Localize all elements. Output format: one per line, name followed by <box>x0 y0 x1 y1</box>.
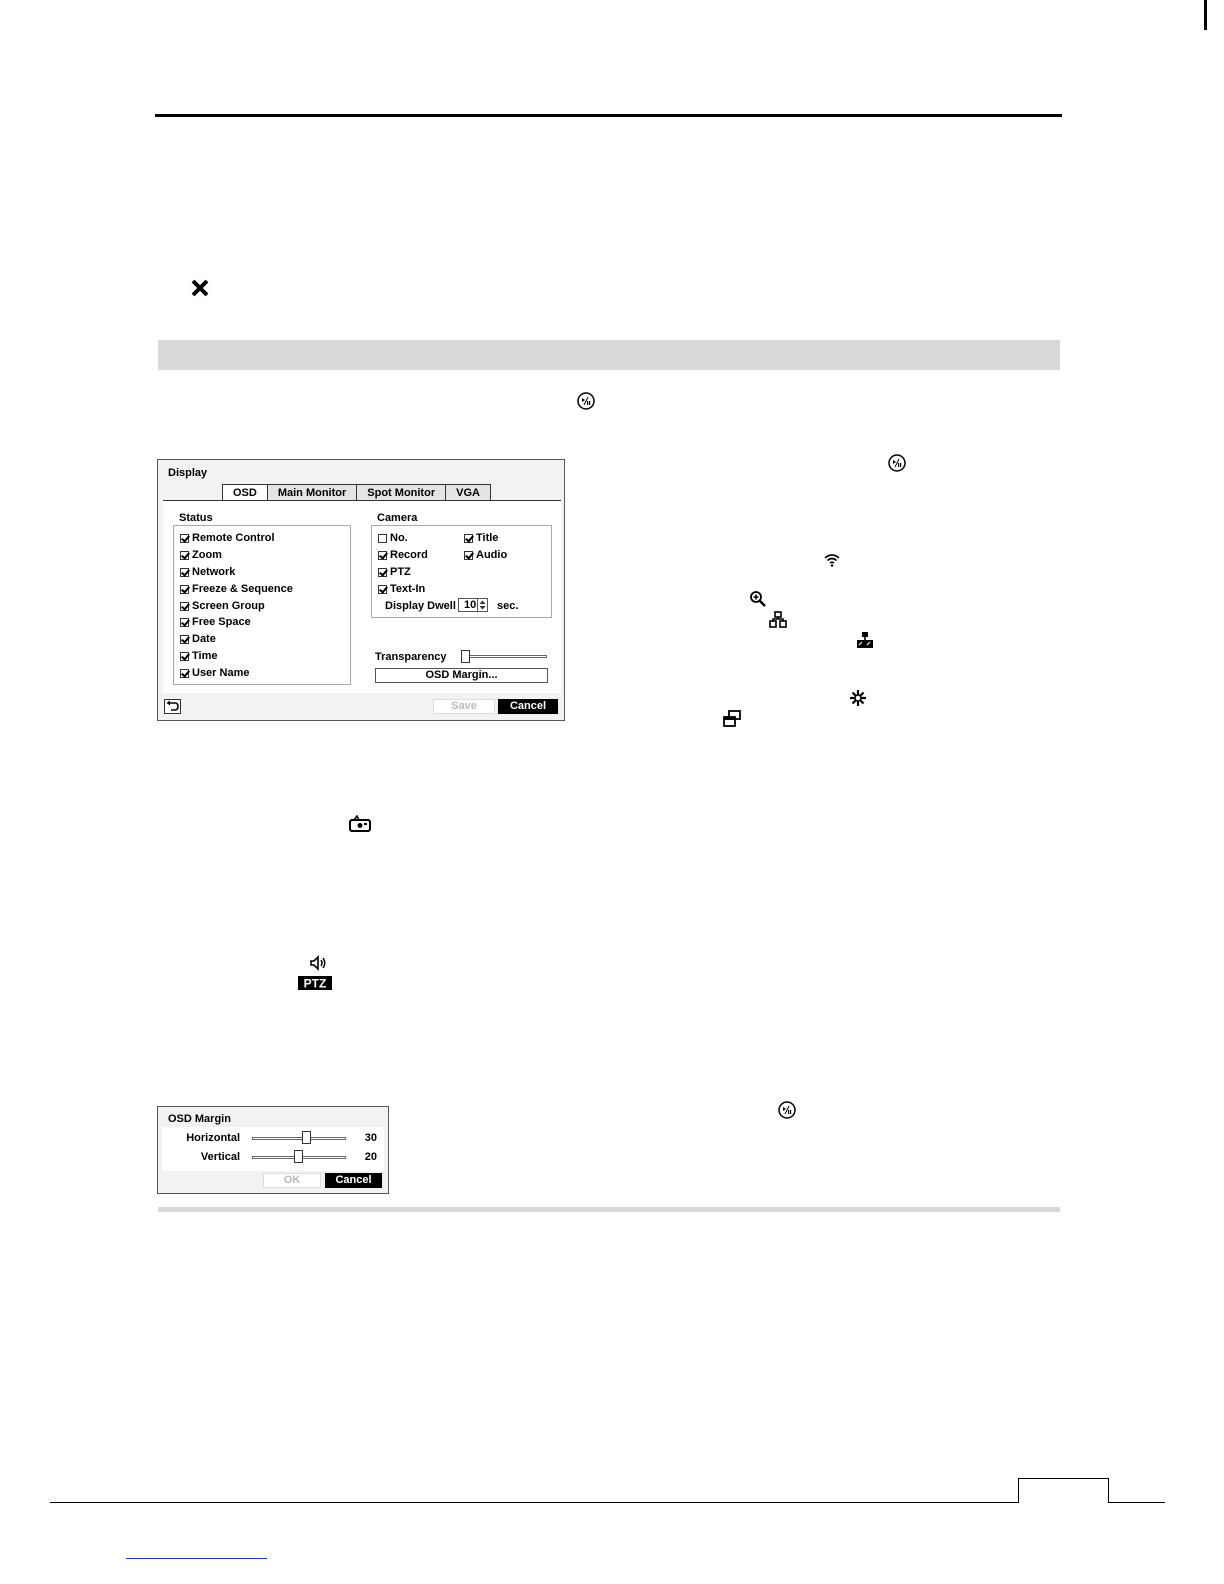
freeze-icon <box>849 689 867 707</box>
status-item[interactable]: Freeze & Sequence <box>180 582 293 596</box>
status-item[interactable]: Zoom <box>180 548 222 562</box>
osd-margin-panel <box>162 1127 384 1171</box>
svg-text:PTZ: PTZ <box>303 976 327 990</box>
tab-bar <box>222 484 490 501</box>
display-dwell-spinner[interactable]: 10 <box>458 598 488 612</box>
status-item[interactable]: User Name <box>180 666 249 680</box>
cancel-button[interactable]: Cancel <box>498 699 558 714</box>
footer-rule <box>50 1502 1165 1503</box>
back-arrow-icon <box>165 700 180 713</box>
checkbox[interactable] <box>180 618 189 627</box>
header-rule <box>155 114 1062 117</box>
section-end-bar <box>158 1207 1060 1212</box>
status-item[interactable]: Remote Control <box>180 531 275 545</box>
checkbox[interactable] <box>180 534 189 543</box>
camera-item[interactable]: No. <box>378 531 408 545</box>
network-icon <box>823 551 841 569</box>
footer-link-underline <box>126 1558 267 1559</box>
status-item[interactable]: Screen Group <box>180 599 265 613</box>
dialog-title: Display <box>168 467 208 479</box>
checkbox[interactable] <box>464 534 473 543</box>
vertical-slider-thumb[interactable] <box>294 1150 303 1163</box>
checkbox[interactable] <box>378 568 387 577</box>
transparency-label: Transparency <box>375 651 447 663</box>
checkbox[interactable] <box>180 568 189 577</box>
status-item[interactable]: Date <box>180 632 216 646</box>
osd-margin-button[interactable]: OSD Margin... <box>375 668 548 683</box>
vertical-value: 20 <box>364 1151 377 1163</box>
checkbox[interactable] <box>180 602 189 611</box>
x-icon <box>191 279 209 297</box>
display-dialog <box>157 459 565 721</box>
screen-group-icon <box>769 611 787 629</box>
display-dwell-label: Display Dwell <box>385 600 456 612</box>
vertical-label: Vertical <box>200 1151 240 1163</box>
camera-item[interactable]: Record <box>378 548 428 562</box>
display-dwell-unit: sec. <box>497 600 519 612</box>
corner-mark <box>1204 0 1207 30</box>
horizontal-label: Horizontal <box>186 1132 240 1144</box>
tab-spot-monitor[interactable]: Spot Monitor <box>356 484 446 501</box>
save-button[interactable]: Save <box>433 699 495 714</box>
play-pause-icon <box>888 454 906 472</box>
spinner-arrows-icon[interactable] <box>477 599 487 611</box>
tab-osd[interactable]: OSD <box>222 484 268 502</box>
transparency-slider-thumb[interactable] <box>461 650 470 663</box>
transparency-slider[interactable] <box>461 655 547 658</box>
horizontal-slider[interactable] <box>252 1137 346 1140</box>
tab-main-monitor[interactable]: Main Monitor <box>267 484 357 501</box>
camera-item[interactable]: Text-In <box>378 582 425 596</box>
checkbox[interactable] <box>180 635 189 644</box>
play-pause-icon <box>778 1101 796 1119</box>
audio-icon <box>309 954 327 972</box>
checkbox[interactable] <box>378 534 387 543</box>
checkbox[interactable] <box>180 669 189 678</box>
checkbox[interactable] <box>180 551 189 560</box>
camera-item[interactable]: PTZ <box>378 565 411 579</box>
ptz-icon <box>298 976 332 990</box>
camera-group <box>371 525 552 618</box>
camera-item[interactable]: Audio <box>464 548 507 562</box>
status-group-title: Status <box>179 512 213 524</box>
page-number-tab <box>1018 1478 1109 1503</box>
spot-group-icon <box>856 631 874 649</box>
status-item[interactable]: Time <box>180 649 217 663</box>
status-item[interactable]: Network <box>180 565 235 579</box>
record-icon <box>349 815 371 833</box>
status-item[interactable]: Free Space <box>180 615 251 629</box>
horizontal-value: 30 <box>364 1132 377 1144</box>
camera-group-title: Camera <box>377 512 418 524</box>
status-group <box>173 525 351 685</box>
checkbox[interactable] <box>378 551 387 560</box>
cancel-button[interactable]: Cancel <box>325 1173 382 1188</box>
sequence-icon <box>723 710 741 728</box>
section-heading-bar <box>158 340 1060 370</box>
back-button[interactable] <box>164 699 181 714</box>
camera-item[interactable]: Title <box>464 531 498 545</box>
checkbox[interactable] <box>180 652 189 661</box>
osd-tab-panel <box>163 501 561 693</box>
zoom-icon <box>749 590 767 608</box>
horizontal-slider-thumb[interactable] <box>302 1131 311 1144</box>
dialog-title: OSD Margin <box>168 1113 231 1125</box>
play-pause-icon <box>577 392 595 410</box>
checkbox[interactable] <box>378 585 387 594</box>
checkbox[interactable] <box>180 585 189 594</box>
osd-margin-dialog <box>157 1106 389 1194</box>
checkbox[interactable] <box>464 551 473 560</box>
ok-button[interactable]: OK <box>263 1173 321 1188</box>
tab-vga[interactable]: VGA <box>445 484 491 501</box>
